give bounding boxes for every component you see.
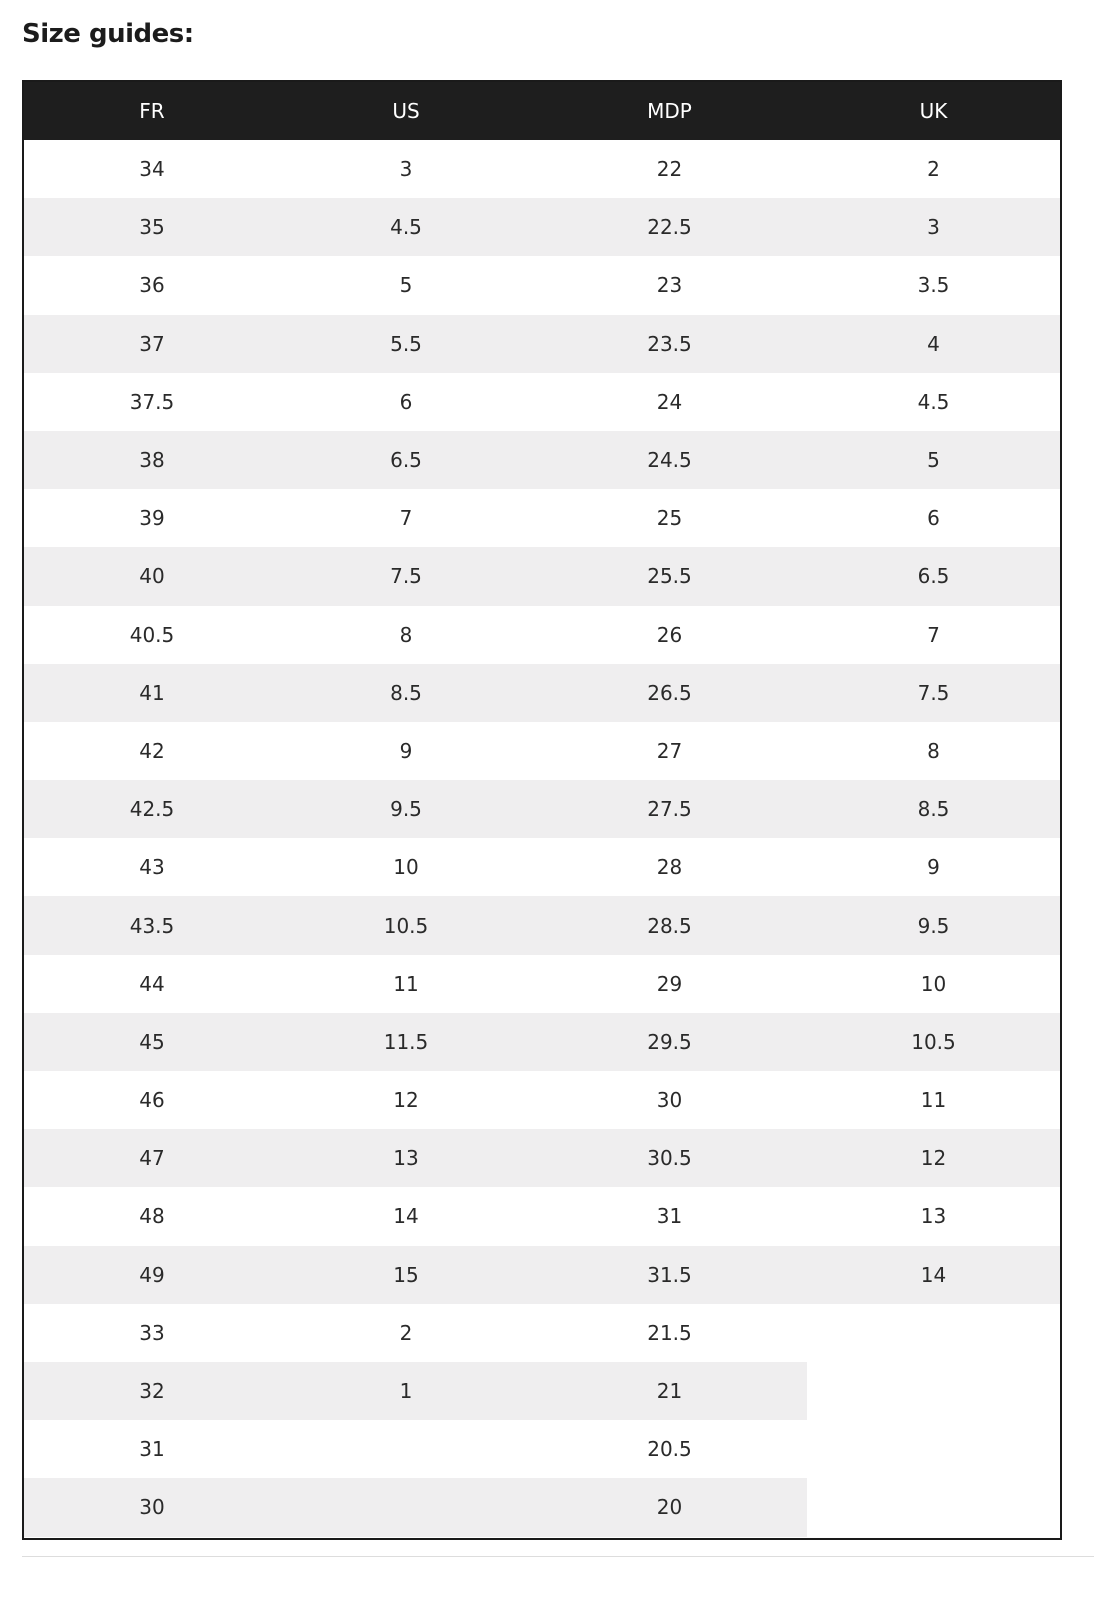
table-row <box>24 838 1060 896</box>
cell-uk: 12 <box>807 1129 1060 1187</box>
cell-us: 6 <box>399 389 413 414</box>
cell-mdp: 25 <box>656 506 683 531</box>
cell-mdp: 31 <box>656 1204 683 1229</box>
cell-uk: 4 <box>807 315 1060 373</box>
cell-uk: 3 <box>807 198 1060 256</box>
table-row <box>24 722 1060 780</box>
cell-us: 8.5 <box>280 664 532 722</box>
table-row <box>24 431 1060 489</box>
cell-mdp: 22.5 <box>532 198 807 256</box>
cell-mdp: 21 <box>532 1362 807 1420</box>
page-title: Size guides: <box>22 19 194 49</box>
cell-fr: 49 <box>24 1246 280 1304</box>
table-row <box>24 547 1060 605</box>
cell-fr: 40.5 <box>129 622 175 647</box>
cell-uk <box>807 1304 1060 1362</box>
cell-mdp: 28.5 <box>532 896 807 954</box>
cell-us: 4.5 <box>280 198 532 256</box>
cell-mdp: 29 <box>656 971 683 996</box>
cell-mdp: 30 <box>656 1088 683 1113</box>
cell-us: 1 <box>280 1362 532 1420</box>
cell-mdp: 25.5 <box>532 547 807 605</box>
table-row <box>24 373 1060 431</box>
table-row <box>24 664 1060 722</box>
cell-mdp: 27 <box>656 738 683 763</box>
cell-mdp: 26.5 <box>532 664 807 722</box>
cell-uk: 9.5 <box>807 896 1060 954</box>
cell-us: 2 <box>399 1320 413 1345</box>
cell-us <box>280 1478 532 1536</box>
cell-mdp: 28 <box>656 855 683 880</box>
divider <box>22 1556 1094 1557</box>
cell-fr: 39 <box>139 506 165 531</box>
cell-mdp: 26 <box>656 622 683 647</box>
cell-us <box>280 1420 532 1478</box>
cell-uk: 6 <box>927 506 940 531</box>
cell-us: 14 <box>393 1204 419 1229</box>
table-header-row <box>24 82 1060 140</box>
cell-mdp: 20.5 <box>647 1437 692 1462</box>
cell-us: 9.5 <box>280 780 532 838</box>
table-row <box>24 489 1060 547</box>
cell-fr: 34 <box>139 157 165 182</box>
table-row <box>24 1362 1060 1420</box>
table-row <box>24 1187 1060 1245</box>
cell-mdp: 21.5 <box>647 1320 692 1345</box>
cell-us: 8 <box>399 622 413 647</box>
table-row <box>24 1478 1060 1536</box>
table-row <box>24 256 1060 314</box>
cell-uk <box>807 1362 1060 1420</box>
cell-fr: 35 <box>24 198 280 256</box>
cell-us: 3 <box>399 157 413 182</box>
cell-fr: 31 <box>139 1437 165 1462</box>
cell-mdp: 24 <box>656 389 683 414</box>
cell-us: 12 <box>393 1088 419 1113</box>
cell-fr: 43.5 <box>24 896 280 954</box>
header-uk: UK <box>919 99 948 123</box>
cell-uk <box>807 1478 1060 1536</box>
cell-fr: 46 <box>139 1088 165 1113</box>
cell-fr: 33 <box>139 1320 165 1345</box>
cell-uk: 7 <box>927 622 940 647</box>
header-fr: FR <box>139 99 165 123</box>
cell-mdp: 20 <box>532 1478 807 1536</box>
cell-uk: 9 <box>927 855 940 880</box>
cell-uk: 5 <box>807 431 1060 489</box>
cell-uk <box>807 1420 1060 1478</box>
size-guide-table <box>22 80 1062 1540</box>
table-row <box>24 955 1060 1013</box>
cell-us: 10.5 <box>280 896 532 954</box>
cell-uk: 10 <box>920 971 947 996</box>
cell-uk: 11 <box>920 1088 947 1113</box>
table-row <box>24 315 1060 373</box>
cell-us: 9 <box>399 738 413 763</box>
cell-mdp: 24.5 <box>532 431 807 489</box>
cell-fr: 47 <box>24 1129 280 1187</box>
cell-fr: 36 <box>139 273 165 298</box>
cell-mdp: 30.5 <box>532 1129 807 1187</box>
cell-us: 7.5 <box>280 547 532 605</box>
cell-us: 11.5 <box>280 1013 532 1071</box>
cell-fr: 38 <box>24 431 280 489</box>
cell-us: 6.5 <box>280 431 532 489</box>
cell-fr: 41 <box>24 664 280 722</box>
cell-fr: 45 <box>24 1013 280 1071</box>
table-row <box>24 780 1060 838</box>
table-row <box>24 606 1060 664</box>
header-mdp: MDP <box>647 99 692 123</box>
cell-fr: 32 <box>24 1362 280 1420</box>
cell-fr: 48 <box>139 1204 165 1229</box>
cell-mdp: 23.5 <box>532 315 807 373</box>
header-us: US <box>392 99 420 123</box>
cell-us: 15 <box>280 1246 532 1304</box>
cell-fr: 40 <box>24 547 280 605</box>
table-row <box>24 140 1060 198</box>
cell-uk: 8.5 <box>807 780 1060 838</box>
cell-uk: 13 <box>920 1204 947 1229</box>
cell-fr: 42.5 <box>24 780 280 838</box>
cell-uk: 6.5 <box>807 547 1060 605</box>
cell-uk: 10.5 <box>807 1013 1060 1071</box>
table-row <box>24 1420 1060 1478</box>
cell-fr: 42 <box>139 738 165 763</box>
cell-uk: 14 <box>807 1246 1060 1304</box>
cell-fr: 30 <box>24 1478 280 1536</box>
cell-mdp: 27.5 <box>532 780 807 838</box>
cell-mdp: 29.5 <box>532 1013 807 1071</box>
cell-us: 11 <box>393 971 419 996</box>
cell-uk: 8 <box>927 738 940 763</box>
cell-us: 5 <box>399 273 413 298</box>
cell-fr: 37 <box>24 315 280 373</box>
cell-uk: 7.5 <box>807 664 1060 722</box>
cell-uk: 4.5 <box>917 389 950 414</box>
table-row <box>24 198 1060 256</box>
cell-uk: 2 <box>927 157 940 182</box>
table-row <box>24 1129 1060 1187</box>
table-row <box>24 1013 1060 1071</box>
table-row <box>24 1246 1060 1304</box>
cell-uk: 3.5 <box>917 273 950 298</box>
cell-mdp: 22 <box>656 157 683 182</box>
cell-us: 7 <box>399 506 413 531</box>
cell-us: 13 <box>280 1129 532 1187</box>
cell-us: 10 <box>393 855 419 880</box>
cell-fr: 43 <box>139 855 165 880</box>
table-row <box>24 1304 1060 1362</box>
cell-fr: 37.5 <box>129 389 175 414</box>
table-row <box>24 1071 1060 1129</box>
table-body <box>24 140 1060 1537</box>
cell-us: 5.5 <box>280 315 532 373</box>
table-row <box>24 896 1060 954</box>
cell-fr: 44 <box>139 971 165 996</box>
cell-mdp: 31.5 <box>532 1246 807 1304</box>
cell-mdp: 23 <box>656 273 683 298</box>
